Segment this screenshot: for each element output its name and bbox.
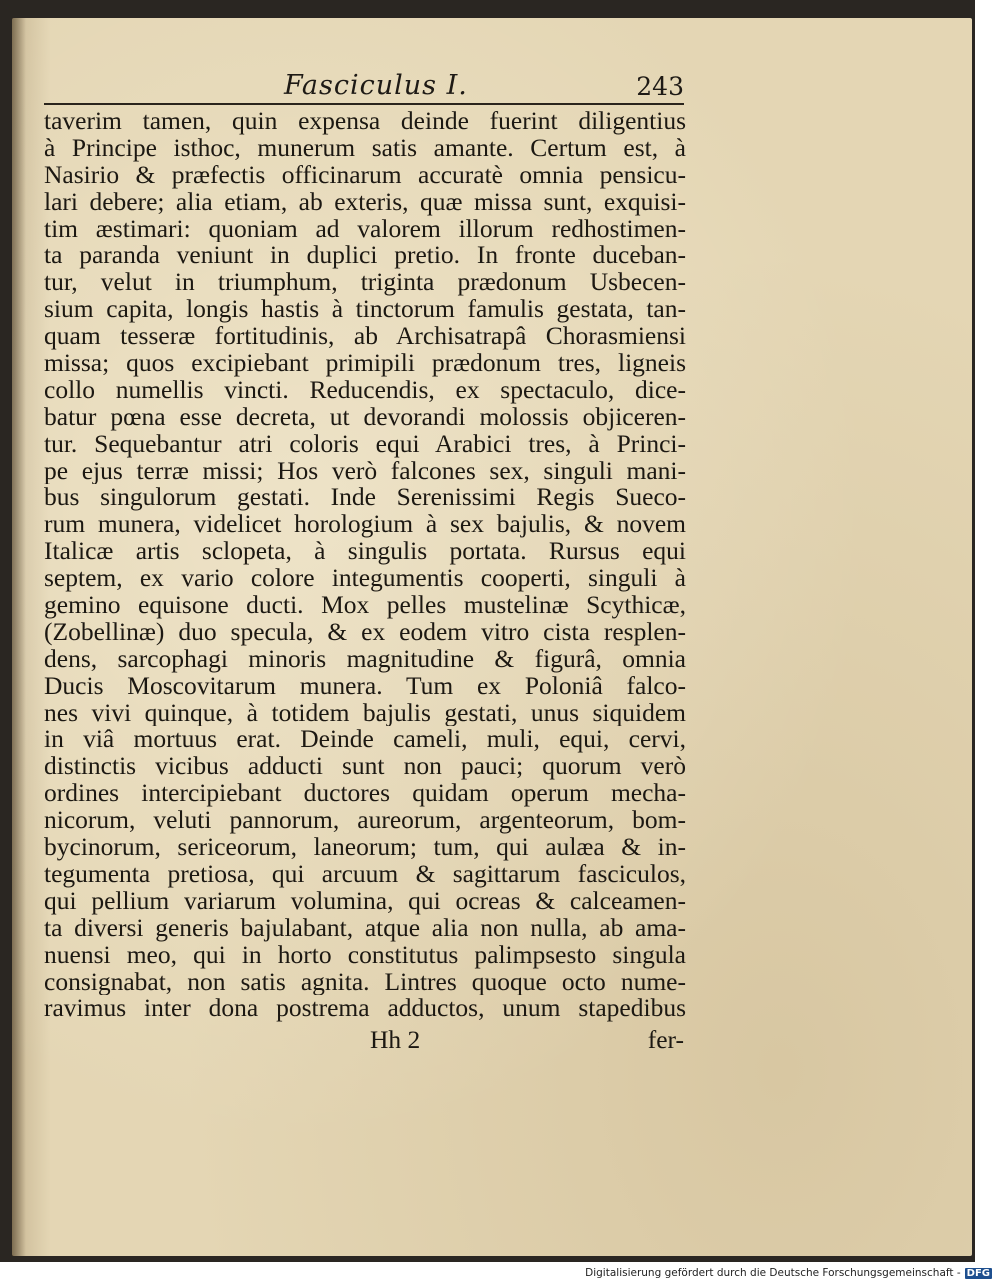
- text-line: tur, velut in triumphum, triginta prædonum Usbecen-: [44, 269, 686, 297]
- header-rule: [44, 103, 684, 105]
- page-number: 243: [636, 72, 684, 101]
- text-line: gemino equisone ducti. Mox pelles mustelinæ Scythicæ,: [44, 592, 686, 619]
- text-line: tim æstimari: quoniam ad valorem illorum redhostimen-: [44, 215, 686, 243]
- dfg-logo: DFG: [966, 1268, 990, 1279]
- text-line: à Principe isthoc, munerum satis amante. Certum est, à: [44, 134, 686, 162]
- running-head: [44, 70, 684, 106]
- credit-text: Digitalisierung gefördert durch die Deutsche Forschungsgemeinschaft -: [585, 1267, 961, 1279]
- text-line: collo numellis vincti. Reducendis, ex spectaculo, dice-: [44, 376, 686, 404]
- text-line: ordines intercipiebant ductores quidam operum mecha-: [44, 780, 686, 808]
- text-line: Italicæ artis sclopeta, à singulis portata. Rursus equi: [44, 538, 686, 566]
- text-line: nicorum, veluti pannorum, aureorum, argenteorum, bom-: [44, 807, 686, 835]
- running-title: Fasciculus I.: [284, 70, 468, 101]
- text-line: nuensi meo, qui in horto constitutus palimpsesto singula: [44, 941, 686, 969]
- page-footer: [44, 1025, 686, 1055]
- text-line: Ducis Moscovitarum munera. Tum ex Poloniâ falco-: [44, 672, 686, 700]
- text-line: taverim tamen, quin expensa deinde fuerint diligentius: [44, 108, 686, 135]
- text-line: pe ejus terræ missi; Hos verò falcones sex, singuli mani-: [44, 457, 686, 485]
- text-line: (Zobellinæ) duo specula, & ex eodem vitro cista resplen-: [44, 618, 686, 646]
- text-line: dens, sarcophagi minoris magnitudine & figurâ, omnia: [44, 645, 686, 673]
- digitization-credit: [585, 1267, 992, 1279]
- text-line: rum munera, videlicet horologium à sex bajulis, & novem: [44, 511, 686, 539]
- text-line: ta paranda veniunt in duplici pretio. In fronte duceban-: [44, 242, 686, 270]
- text-line: distinctis vicibus adducti sunt non pauci; quorum verò: [44, 753, 686, 781]
- signature-mark: Hh 2: [370, 1025, 421, 1054]
- text-line: lari debere; alia etiam, ab exteris, quæ missa sunt, exquisi-: [44, 188, 686, 216]
- text-line: ta diversi generis bajulabant, atque alia non nulla, ab ama-: [44, 914, 686, 942]
- catchword: fer-: [647, 1025, 684, 1054]
- text-line: qui pellium variarum volumina, qui ocreas & calceamen-: [44, 887, 686, 915]
- body-text: [44, 108, 686, 1022]
- text-line: bycinorum, sericeorum, laneorum; tum, qui aulæa & in-: [44, 834, 686, 861]
- text-line: missa; quos excipiebant primipili prædonum tres, ligneis: [44, 350, 686, 377]
- gutter-shadow: [12, 18, 26, 1256]
- text-line: consignabat, non satis agnita. Lintres quoque octo nume-: [44, 968, 686, 996]
- text-line: nes vivi quinque, à totidem bajulis gestati, unus siquidem: [44, 699, 686, 727]
- text-line: septem, ex vario colore integumentis cooperti, singuli à: [44, 565, 686, 593]
- text-line: bus singulorum gestati. Inde Serenissimi Regis Sueco-: [44, 484, 686, 512]
- text-line: batur pœna esse decreta, ut devorandi molossis objiceren-: [44, 403, 686, 431]
- text-line: in viâ mortuus erat. Deinde cameli, muli, equi, cervi,: [44, 726, 686, 754]
- text-line: tegumenta pretiosa, qui arcuum & sagittarum fasciculos,: [44, 860, 686, 888]
- text-line: ravimus inter dona postrema adductos, unum stapedibus: [44, 995, 686, 1023]
- text-line: Nasirio & præfectis officinarum accuratè omnia pensicu-: [44, 161, 686, 189]
- text-line: quam tesseræ fortitudinis, ab Archisatrapâ Chorasmiensi: [44, 323, 686, 351]
- text-line: sium capita, longis hastis à tinctorum famulis gestata, tan-: [44, 296, 686, 324]
- text-line: tur. Sequebantur atri coloris equi Arabici tres, à Princi-: [44, 430, 686, 458]
